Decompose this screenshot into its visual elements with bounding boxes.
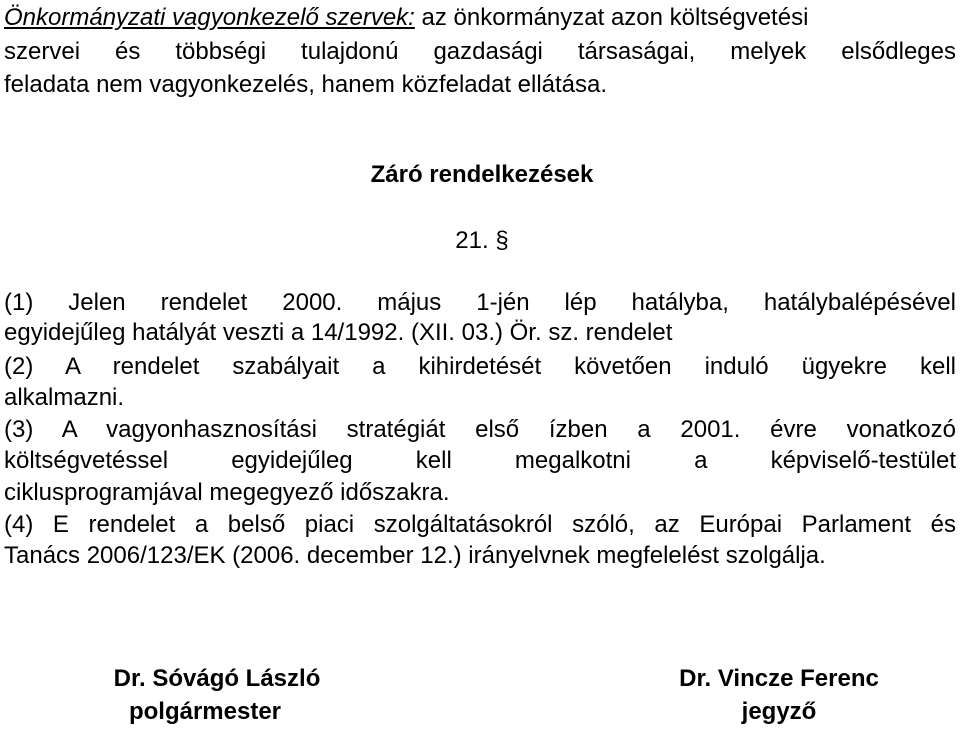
intro-term: Önkormányzati vagyonkezelő szervek: (4, 4, 415, 31)
signature-left-title: polgármester (128, 698, 282, 725)
provision-4-line-2: Tanács 2006/123/EK (2006. december 12.) irányelvnek megfelelést szolgálja. (4, 542, 826, 569)
provision-3-line-2: költségvetéssel egyidejűleg kell megalkotni a képviselő-testület (4, 447, 956, 474)
provision-4-line-1: (4) E rendelet a belső piaci szolgáltatásokról szóló, az Európai Parlament és (4, 511, 956, 538)
intro-line-1 (4, 3, 960, 32)
section-title: Záró rendelkezések (370, 161, 594, 188)
signature-right-name: Dr. Vincze Ferenc (679, 665, 879, 692)
provision-2-line-2: alkalmazni. (4, 384, 125, 411)
provision-3-line-3: ciklusprogramjával megegyező időszakra. (4, 479, 450, 506)
provision-2-line-1: (2) A rendelet szabályait a kihirdetését követően induló ügyekre kell (4, 353, 956, 380)
intro-line-2: szervei és többségi tulajdonú gazdasági társaságai, melyek elsődleges (4, 38, 956, 65)
signature-left-name: Dr. Sóvágó László (113, 665, 321, 692)
provision-1-line-1: (1) Jelen rendelet 2000. május 1-jén lép hatályba, hatálybalépésével (4, 289, 956, 316)
intro-line-1-rest: az önkormányzat azon költségvetési (414, 4, 809, 31)
provision-3-line-1: (3) A vagyonhasznosítási stratégiát első ízben a 2001. évre vonatkozó (4, 416, 956, 443)
provision-1-line-2: egyidejűleg hatályát veszti a 14/1992. (XII. 03.) Ör. sz. rendelet (4, 319, 673, 346)
intro-line-3: feladata nem vagyonkezelés, hanem közfeladat ellátása. (4, 71, 608, 98)
signature-right-title: jegyző (741, 698, 817, 725)
section-paragraph-number: 21. § (455, 227, 509, 254)
